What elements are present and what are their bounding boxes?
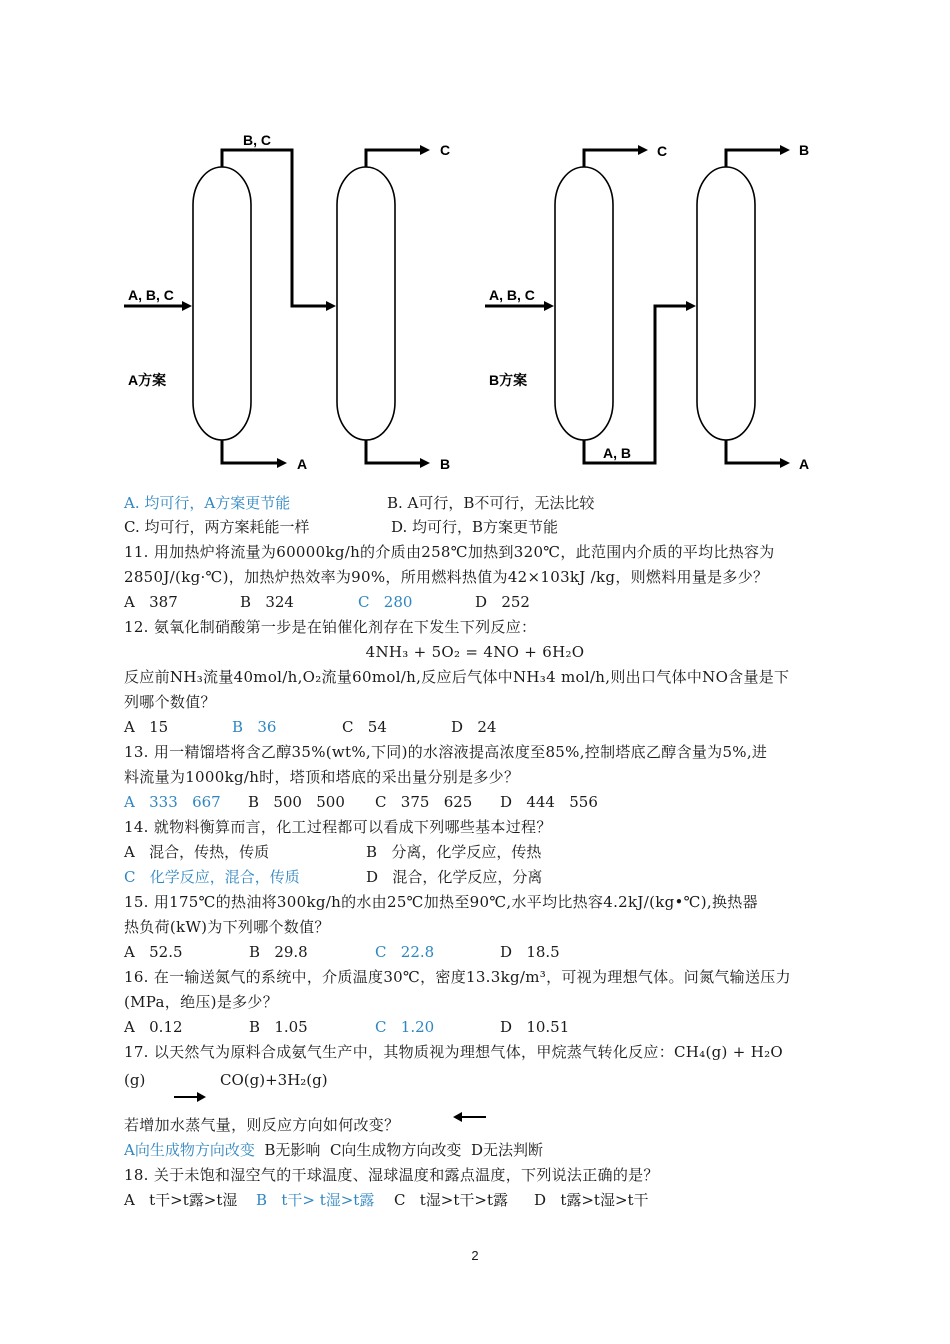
q12-option-d: D 24	[451, 718, 497, 736]
arrow-a-mid	[326, 301, 336, 311]
q18-option-a: A t干>t露>t湿	[124, 1191, 238, 1209]
label-a-feed: A, B, C	[128, 287, 174, 303]
q10-option-b: B. A可行，B不可行，无法比较	[387, 494, 595, 512]
q17-option-rest: B无影响 C向生成物方向改变 D无法判断	[254, 1141, 543, 1159]
arrow-b-b	[780, 145, 790, 155]
q15-option-a: A 52.5	[124, 943, 183, 961]
label-a-top2: C	[440, 142, 451, 158]
label-scheme-a: A方案	[128, 372, 167, 388]
q14-option-d: D 混合，化学反应，分离	[366, 868, 543, 886]
arrow-b-a	[780, 458, 790, 468]
q11-option-d: D 252	[475, 593, 530, 611]
q10-option-d: D. 均可行，B方案更节能	[391, 518, 559, 536]
q17-options	[124, 1140, 543, 1160]
q15-option-b: B 29.8	[249, 943, 308, 961]
arrow-a-b	[420, 458, 430, 468]
q14-text-line1: 14. 就物料衡算而言，化工过程都可以看成下列哪些基本过程？	[124, 818, 552, 836]
q11-option-c: C 280	[358, 593, 413, 611]
q12-equation: 4NH₃ + 5O₂ = 4NO + 6H₂O	[365, 643, 585, 661]
q13-option-a: A 333 667	[124, 793, 221, 811]
q13-option-d: D 444 556	[500, 793, 598, 811]
q17-text-line2a: (g)	[124, 1071, 146, 1089]
q10-option-c: C. 均可行，两方案耗能一样	[124, 518, 310, 536]
arrow-b-mid	[686, 301, 696, 311]
q16-text-line1: 16. 在一输送氮气的系统中，介质温度30℃，密度13.3kg/m³，可视为理想气体。问氮气输送压力	[124, 968, 791, 986]
arrow-b-c	[638, 145, 648, 155]
pipe-b-bottom2	[726, 440, 785, 463]
q14-option-a: A 混合，传热，传质	[124, 843, 270, 861]
label-a-bottom1: A	[297, 456, 308, 472]
q17-text-line3: 若增加水蒸气量，则反应方向如何改变？	[124, 1116, 400, 1134]
q11-text-line1: 11. 用加热炉将流量为60000kg/h的介质由258℃加热到320℃，此范围内介质的平均比热容为	[124, 543, 775, 561]
q13-option-b: B 500 500	[248, 793, 345, 811]
q12-option-c: C 54	[342, 718, 387, 736]
q12-option-a: A 15	[124, 718, 169, 736]
q14-option-c: C 化学反应，混合，传质	[124, 868, 300, 886]
column-b1	[555, 167, 613, 440]
label-b-bottom1: A, B	[603, 445, 631, 461]
q15-option-c: C 22.8	[375, 943, 435, 961]
page-number: 2	[471, 1248, 479, 1263]
label-a-top1: B, C	[243, 132, 271, 148]
q17-option-a: A向生成物方向改变	[124, 1141, 255, 1159]
q18-text-line1: 18. 关于未饱和湿空气的干球温度、湿球温度和露点温度，下列说法正确的是？	[124, 1166, 659, 1184]
q12-text-line3: 反应前NH₃流量40mol/h,O₂流量60mol/h,反应后气体中NH₃4 mol/h,则出口气体中NO含量是下	[124, 668, 790, 686]
scheme-a-columns	[193, 167, 395, 440]
label-b-top2: B	[799, 142, 810, 158]
q13-text-line2: 料流量为1000kg/h时，塔顶和塔底的采出量分别是多少？	[124, 768, 520, 786]
q10-option-a: A. 均可行，A方案更节能	[124, 494, 291, 512]
pipe-b-top1	[584, 150, 643, 167]
label-b-bottom2: A	[799, 456, 810, 472]
q15-text-line1: 15. 用175℃的热油将300kg/h的水由25℃加热至90℃,水平均比热容4.2kJ/(kg•℃),换热器	[124, 893, 758, 911]
pipe-a-top2	[366, 150, 425, 167]
q11-option-b: B 324	[240, 593, 294, 611]
arrow-a-c	[420, 145, 430, 155]
q13-text-line1: 13. 用一精馏塔将含乙醇35%(wt%,下同)的水溶液提高浓度至85%,控制塔底乙醇含量为5%,进	[124, 743, 768, 761]
column-a2	[337, 167, 395, 440]
q16-option-b: B 1.05	[249, 1018, 308, 1036]
label-b-top1: C	[657, 143, 668, 159]
pipe-a-bottom2	[366, 440, 425, 463]
distillation-schemes-diagram	[0, 0, 950, 480]
label-scheme-b: B方案	[489, 372, 528, 388]
q16-text-line2: (MPa，绝压)是多少？	[124, 993, 279, 1011]
pipe-a-bottom1	[222, 440, 282, 463]
arrow-a-a	[277, 458, 287, 468]
label-a-bottom2: B	[440, 456, 451, 472]
q14-option-b: B 分离，化学反应，传热	[366, 843, 542, 861]
q11-text-line2: 2850J/(kg·℃)，加热炉热效率为90%，所用燃料热值为42×103kJ /kg，则燃料用量是多少？	[124, 568, 769, 586]
arrow-b-feed	[544, 301, 554, 311]
q18-option-b: B t干> t湿>t露	[256, 1191, 375, 1209]
q11-option-a: A 387	[124, 593, 178, 611]
pipe-b-bottom1	[584, 306, 692, 463]
q16-option-d: D 10.51	[500, 1018, 570, 1036]
q16-option-c: C 1.20	[375, 1018, 435, 1036]
pipe-b-top2	[726, 150, 785, 167]
q18-option-d: D t露>t湿>t干	[534, 1191, 649, 1209]
q17-text-line1: 17. 以天然气为原料合成氨气生产中，其物质视为理想气体，甲烷蒸气转化反应：CH₄(g) + H₂O	[124, 1043, 783, 1061]
q18-option-c: C t湿>t干>t露	[394, 1191, 509, 1209]
q17-text-line2b: CO(g)+3H₂(g)	[220, 1071, 328, 1089]
q16-option-a: A 0.12	[124, 1018, 183, 1036]
q13-option-c: C 375 625	[375, 793, 473, 811]
q15-option-d: D 18.5	[500, 943, 560, 961]
column-b2	[697, 167, 755, 440]
pipes	[124, 150, 785, 463]
label-b-feed: A, B, C	[489, 287, 535, 303]
q12-text-line1: 12. 氨氧化制硝酸第一步是在铂催化剂存在下发生下列反应：	[124, 618, 537, 636]
q12-text-line4: 列哪个数值？	[124, 693, 216, 711]
q15-text-line2: 热负荷(kW)为下列哪个数值？	[124, 918, 330, 936]
q12-option-b: B 36	[232, 718, 277, 736]
arrow-a-feed	[182, 301, 192, 311]
column-a1	[193, 167, 251, 440]
